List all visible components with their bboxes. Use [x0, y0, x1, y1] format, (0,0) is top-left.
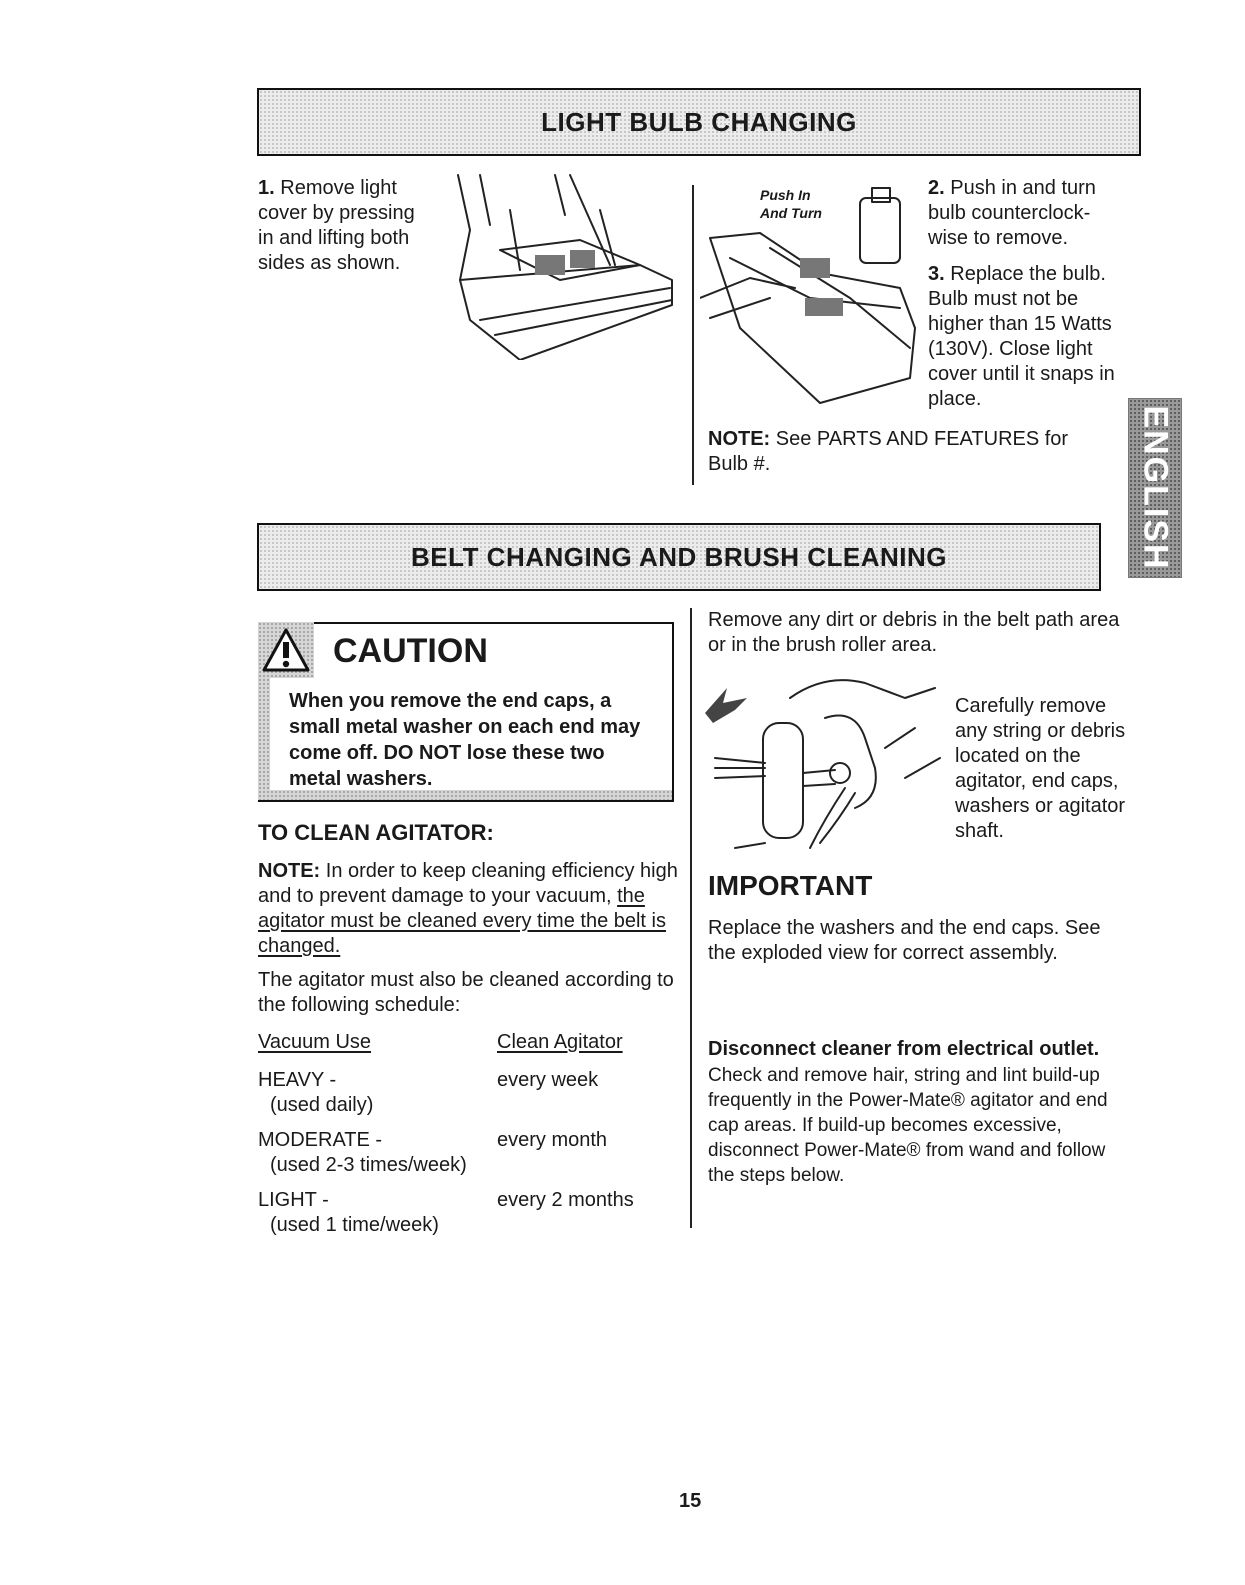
- english-tab-label: ENGLISH: [1136, 405, 1175, 571]
- agitator-note-underlined: the agitator must be cleaned every time the belt is changed.: [258, 885, 666, 957]
- step-1-text: Remove light cover by pressing in and lifting both sides as shown.: [258, 177, 415, 274]
- belt-banner: [257, 523, 1101, 591]
- schedule-clean-light: every 2 months: [497, 1189, 634, 1211]
- schedule-col-use: Vacuum Use: [258, 1031, 372, 1053]
- step-2: 2. Push in and turn bulb counterclock-wise to remove.: [928, 177, 1096, 249]
- light-bulb-title: LIGHT BULB CHANGING: [541, 106, 857, 137]
- agitator-illustration: [705, 668, 945, 863]
- agitator-heading: TO CLEAN AGITATOR:: [258, 820, 494, 845]
- light-cover-illustration: [440, 170, 680, 360]
- schedule-clean-heavy: every week: [497, 1069, 599, 1091]
- caution-title: CAUTION: [333, 632, 488, 670]
- important-text: Replace the washers and the end caps. See the exploded view for correct assembly.: [708, 917, 1101, 964]
- schedule-row-heavy: HEAVY - (used daily): [258, 1069, 374, 1116]
- step-2-text: Push in and turn bulb counterclock-wise to remove.: [928, 177, 1096, 249]
- english-side-tab: [1128, 398, 1182, 578]
- light-bulb-divider: [692, 185, 694, 485]
- bulb-note: NOTE: See PARTS AND FEATURES for Bulb #.: [708, 428, 1069, 475]
- carefully-remove-text: Carefully remove any string or debris located on the agitator, end caps, washers or agitator shaft.: [955, 695, 1126, 842]
- push-in-label: Push In And Turn: [760, 187, 822, 221]
- remove-debris-text: Remove any dirt or debris in the belt path area or in the brush roller area.: [708, 609, 1120, 656]
- caution-left-shade: [258, 678, 270, 800]
- belt-title: BELT CHANGING AND BRUSH CLEANING: [411, 541, 947, 572]
- schedule-intro: The agitator must also be cleaned according to the following schedule:: [258, 969, 674, 1016]
- schedule-clean-moderate: every month: [497, 1129, 608, 1151]
- schedule-row-light: LIGHT - (used 1 time/week): [258, 1189, 439, 1236]
- step-1: 1. Remove light cover by pressing in and lifting both sides as shown.: [258, 177, 415, 274]
- light-bulb-banner: [257, 88, 1141, 156]
- warning-icon: [262, 626, 310, 674]
- important-title: IMPORTANT: [708, 870, 873, 901]
- step-3-text: Replace the bulb. Bulb must not be higher than 15 Watts (130V). Close light cover until it snaps in place.: [928, 263, 1115, 410]
- agitator-note: NOTE: In order to keep cleaning efficiency high and to prevent damage to your vacuum, the agitator must be cleaned every time the belt is changed.: [258, 860, 678, 957]
- schedule-row-moderate: MODERATE - (used 2-3 times/week): [258, 1129, 467, 1176]
- schedule-col-clean: Clean Agitator: [497, 1031, 623, 1053]
- disconnect-title: Disconnect cleaner from electrical outlet.: [708, 1038, 1100, 1060]
- caution-text: When you remove the end caps, a small metal washer on each end may come off. DO NOT lose these two metal washers.: [289, 690, 641, 790]
- belt-divider: [690, 608, 692, 1228]
- disconnect-text: Check and remove hair, string and lint build-up frequently in the Power-Mate® agitator and end cap areas. If build-up becomes excessive, disconnect Power-Mate® from wand and follow the steps below.: [708, 1065, 1108, 1186]
- step-3: 3. Replace the bulb. Bulb must not be higher than 15 Watts (130V). Close light cover until it snaps in place.: [928, 263, 1115, 410]
- page-number: 15: [679, 1490, 702, 1512]
